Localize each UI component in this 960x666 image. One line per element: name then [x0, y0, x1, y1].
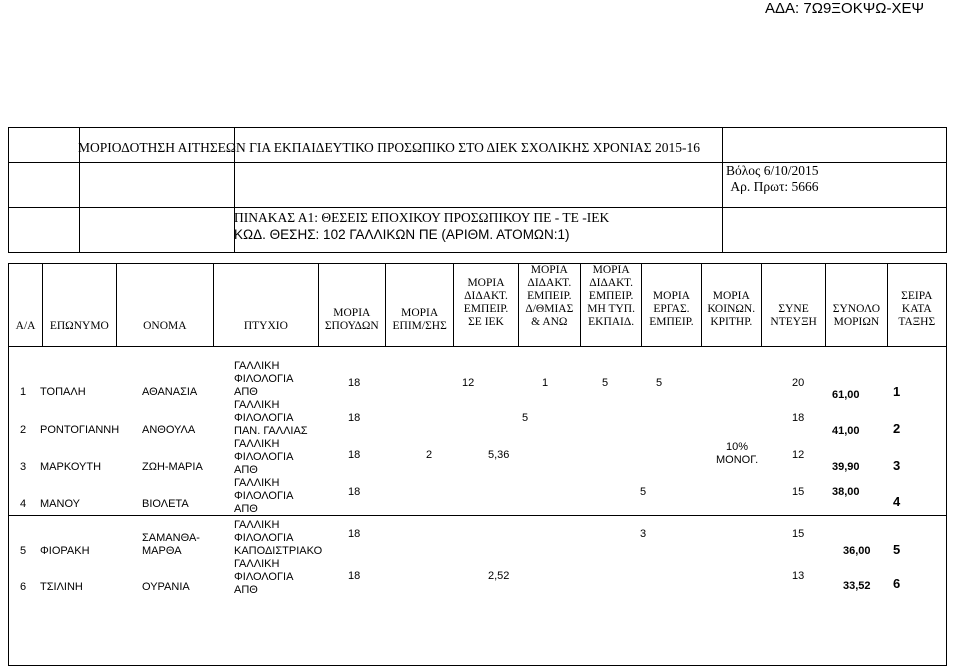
- score-social: 10% ΜΟΝΟΓ.: [716, 441, 759, 466]
- score-interview: 15: [792, 486, 805, 498]
- first-name: ΑΘΑΝΑΣΙΑ: [142, 386, 198, 398]
- table-heading: ΠΙΝΑΚΑΣ Α1: ΘΕΣΕΙΣ ΕΠΟΧΙΚΟΥ ΠΡΟΣΩΠΙΚΟΥ ΠΕ - ΤΕ -ΙΕΚ: [234, 210, 610, 225]
- total-score: 38,00: [832, 486, 860, 498]
- score-studies: 18: [348, 570, 361, 582]
- score-interview: 18: [792, 412, 805, 424]
- first-name: ΣΑΜΑΝΘΑ- ΜΑΡΘΑ: [142, 532, 200, 557]
- row-number: 4: [20, 498, 27, 510]
- surname: ΤΣΙΛΙΝΗ: [40, 581, 83, 593]
- ada-code: ΑΔΑ: 7Ω9ΞΟΚΨΩ-ΧΕΨ: [765, 0, 924, 17]
- row-number: 1: [20, 386, 27, 398]
- degree: ΓΑΛΛΙΚΗ ΦΙΛΟΛΟΓΙΑ ΚΑΠΟΔΙΣΤΡΙΑΚΟ ΓΑΛΛΙΚΗ ΦΙΛΟΛΟΓΙΑ ΑΠΘ: [234, 519, 323, 596]
- date-text: Βόλος 6/10/2015: [726, 163, 819, 178]
- total-score: 33,52: [843, 580, 871, 592]
- score-secondary: 3: [640, 528, 647, 540]
- surname: ΦΙΟΡΑΚΗ: [40, 545, 90, 557]
- surname: ΜΑΡΚΟΥΤΗ: [40, 461, 102, 473]
- row-number: 6: [20, 581, 27, 593]
- total-score: 39,90: [832, 461, 860, 473]
- score-iek: 5: [522, 412, 529, 424]
- score-iek: 2,52: [488, 570, 510, 582]
- date-protocol: [726, 163, 819, 195]
- header-onoma: ΟΝΟΜΑ: [116, 264, 214, 347]
- score-secondary: 5: [640, 486, 647, 498]
- header-moria-ergas: ΜΟΡΙΑ ΕΡΓΑΣ. ΕΜΠΕΙΡ.: [642, 264, 701, 347]
- score-studies: 18: [348, 449, 361, 461]
- degree: ΓΑΛΛΙΚΗ ΦΙΛΟΛΟΓΙΑ ΑΠΘ ΓΑΛΛΙΚΗ ΦΙΛΟΛΟΓΙΑ ΠΑΝ. ΓΑΛΛΙΑΣ ΓΑΛΛΙΚΗ ΦΙΛΟΛΟΓΙΑ ΑΠΘ ΓΑΛΛΙΚΗ ΦΙΛΟΛΟΓΙΑ ΑΠΘ: [234, 360, 308, 515]
- score-interview: 12: [792, 449, 805, 461]
- score-interview: 15: [792, 528, 805, 540]
- rank: 5: [893, 542, 901, 557]
- position-code: ΚΩΔ. ΘΕΣΗΣ: 102 ΓΑΛΛΙΚΩΝ ΠΕ (ΑΡΙΘΜ. ΑΤΟΜΩΝ:1): [234, 227, 570, 242]
- score-studies: 18: [348, 528, 361, 540]
- row-number: 2: [20, 424, 27, 436]
- total-score: 41,00: [832, 425, 860, 437]
- document-title: ΜΟΡΙΟΔΟΤΗΣΗ ΑΙΤΗΣΕΩΝ ΓΙΑ ΕΚΠΑΙΔΕΥΤΙΚΟ ΠΡΟΣΩΠΙΚΟ ΣΤΟ ΔΙΕΚ ΣΧΟΛΙΚΗΣ ΧΡΟΝΙΑΣ 2015-16: [78, 140, 700, 155]
- score-studies: 18: [348, 377, 361, 389]
- protocol-number: Αρ. Πρωτ: 5666: [730, 179, 819, 194]
- total-score: 61,00: [832, 389, 860, 401]
- surname: ΜΑΝΟΥ: [40, 498, 80, 510]
- score-nonformal: 5: [656, 377, 663, 389]
- header-row: [8, 263, 947, 347]
- total-score: 36,00: [843, 545, 871, 557]
- group-1-content: [8, 348, 947, 513]
- group-2-content: [8, 517, 947, 662]
- header-moria-epim: ΜΟΡΙΑ ΕΠΙΜ/ΣΗΣ: [385, 264, 453, 347]
- header-moria-mi-typ: ΜΟΡΙΑ ΔΙΔΑΚΤ. ΕΜΠΕΙΡ. ΜΗ ΤΥΠ. ΕΚΠΑΙΔ.: [580, 264, 641, 347]
- score-studies: 18: [348, 486, 361, 498]
- first-name: ΑΝΘΟΥΛΑ: [142, 424, 196, 436]
- rank: 1: [893, 384, 901, 399]
- row-number: 3: [20, 461, 27, 473]
- row-number: 5: [20, 545, 27, 557]
- score-secondary: 5: [602, 377, 609, 389]
- surname: ΡΟΝΤΟΓΙΑΝΝΗ: [40, 424, 120, 436]
- header-moria-iek: ΜΟΡΙΑ ΔΙΔΑΚΤ. ΕΜΠΕΙΡ. ΣΕ ΙΕΚ: [454, 264, 518, 347]
- header-synenteuxi: ΣΥΝΕ ΝΤΕΥΞΗ: [761, 264, 825, 347]
- rank: 4: [893, 494, 901, 509]
- first-name: ΖΩΗ-ΜΑΡΙΑ: [142, 461, 203, 473]
- header-synolo: ΣΥΝΟΛΟ ΜΟΡΙΩΝ: [826, 264, 887, 347]
- header-moria-dthmias: ΜΟΡΙΑ ΔΙΔΑΚΤ. ΕΜΠΕΙΡ. Δ/ΘΜΙΑΣ & ΑΝΩ: [518, 264, 580, 347]
- first-name: ΟΥΡΑΝΙΑ: [142, 581, 190, 593]
- score-interview: 20: [792, 377, 805, 389]
- score-iek: 1: [542, 377, 549, 389]
- header-moria-spoudon: ΜΟΡΙΑ ΣΠΟΥΔΩΝ: [318, 264, 385, 347]
- score-interview: 13: [792, 570, 805, 582]
- rank: 2: [893, 421, 901, 436]
- score-training: 12: [462, 377, 475, 389]
- score-iek: 5,36: [488, 449, 510, 461]
- header-moria-koinon: ΜΟΡΙΑ ΚΟΙΝΩΝ. ΚΡΙΤΗΡ.: [701, 264, 761, 347]
- header-ptyxio: ΠΤΥΧΙΟ: [214, 264, 319, 347]
- rank: 6: [893, 576, 901, 591]
- surname: ΤΟΠΑΛΗ: [40, 386, 86, 398]
- header-eponymo: ΕΠΩΝΥΜΟ: [43, 264, 116, 347]
- first-name: ΒΙΟΛΕΤΑ: [142, 498, 189, 510]
- score-training: 2: [426, 449, 433, 461]
- score-studies: 18: [348, 412, 361, 424]
- rank: 3: [893, 458, 901, 473]
- header-seira: ΣΕΙΡΑ ΚΑΤΑ ΤΑΞΗΣ: [887, 264, 946, 347]
- header-aa: Α/Α: [9, 264, 43, 347]
